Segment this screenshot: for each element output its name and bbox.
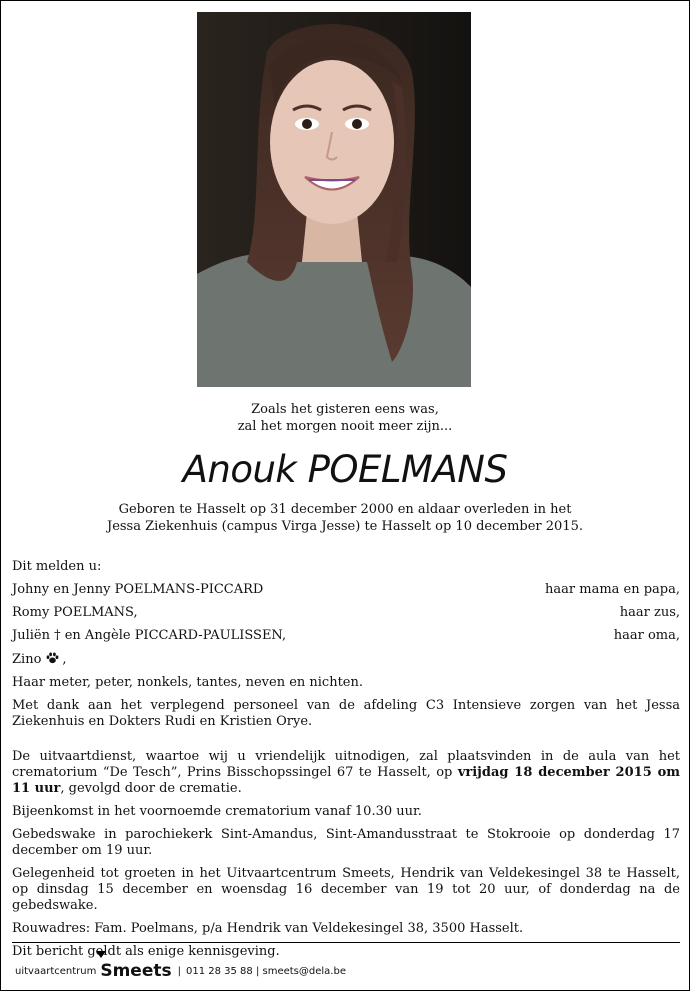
- service-paragraph: [12, 749, 680, 797]
- divider: [12, 942, 680, 943]
- notice-line: Dit bericht geldt als enige kennisgeving.: [12, 944, 280, 959]
- mourner-name: Johny en Jenny POELMANS-PICCARD: [12, 582, 264, 597]
- family-line: Haar meter, peter, nonkels, tantes, neven en nichten.: [12, 675, 364, 690]
- epigraph-line-2: zal het morgen nooit meer zijn...: [237, 419, 453, 434]
- mourner-row: [12, 582, 680, 598]
- farewell-paragraph: Gelegenheid tot groeten in het Uitvaartcentrum Smeets, Hendrik van Veldekesingel 38 te Hasselt, op dinsdag 15 december en woensdag 16 december van 19 tot 20 uur, of donderdag na de gebedswake.: [12, 866, 680, 913]
- pet-comma: ,: [62, 652, 67, 667]
- pet-line: [12, 651, 680, 668]
- birth-death-info: [1, 501, 689, 535]
- mourner-name: Juliën † en Angèle PICCARD-PAULISSEN,: [12, 628, 287, 643]
- mourner-relation: haar mama en papa,: [545, 582, 680, 597]
- footer-contact: 011 28 35 88 | smeets@dela.be: [185, 966, 346, 977]
- service-text-pre: De uitvaartdienst, waartoe wij u vriendelijk uitnodigen, zal plaatsvinden in de aula van het crematorium “De Tesch”, Prins Bisschopssingel 67 te Hasselt, op: [12, 749, 680, 780]
- announcement-body: [12, 559, 680, 967]
- portrait-photo: [197, 12, 471, 387]
- footer-brand: uitvaartcentrum: [15, 966, 97, 977]
- service-date: vrijdag 18 december 2015 om 11 uur: [12, 765, 680, 796]
- triangle-icon: [96, 951, 106, 958]
- vigil-paragraph: Gebedswake in parochiekerk Sint-Amandus, Sint-Amandusstraat te Stokrooie op donderdag 17 december om 19 uur.: [12, 827, 680, 858]
- pet-name: Zino: [12, 652, 42, 667]
- footer-logo-text: Smeets: [100, 961, 172, 981]
- mourner-relation: haar oma,: [613, 628, 680, 643]
- deceased-name: Anouk POELMANS: [182, 448, 508, 491]
- mourner-row: [12, 628, 680, 644]
- footer: [15, 953, 675, 981]
- footer-separator: |: [177, 966, 181, 977]
- mourner-row: [12, 605, 680, 621]
- thanks-paragraph: Met dank aan het verplegend personeel van de afdeling C3 Intensieve zorgen van het Jessa Ziekenhuis en Dokters Rudi en Kristien Orye.: [12, 698, 680, 729]
- birth-line-1: Geboren te Hasselt op 31 december 2000 en aldaar overleden in het: [118, 502, 572, 517]
- mourner-name: Romy POELMANS,: [12, 605, 138, 620]
- paw-icon: [46, 652, 63, 666]
- birth-line-2: Jessa Ziekenhuis (campus Virga Jesse) te Hasselt op 10 december 2015.: [106, 519, 583, 534]
- service-text-post: , gevolgd door de crematie.: [60, 781, 242, 796]
- announce-intro: Dit melden u:: [12, 559, 102, 574]
- epigraph-line-1: Zoals het gisteren eens was,: [251, 402, 439, 417]
- footer-logo: [100, 961, 171, 981]
- mourner-relation: haar zus,: [619, 605, 680, 620]
- epigraph: [1, 401, 689, 435]
- address-line: Rouwadres: Fam. Poelmans, p/a Hendrik van Veldekesingel 38, 3500 Hasselt.: [12, 921, 524, 936]
- gathering-line: Bijeenkomst in het voornoemde crematorium vanaf 10.30 uur.: [12, 804, 422, 819]
